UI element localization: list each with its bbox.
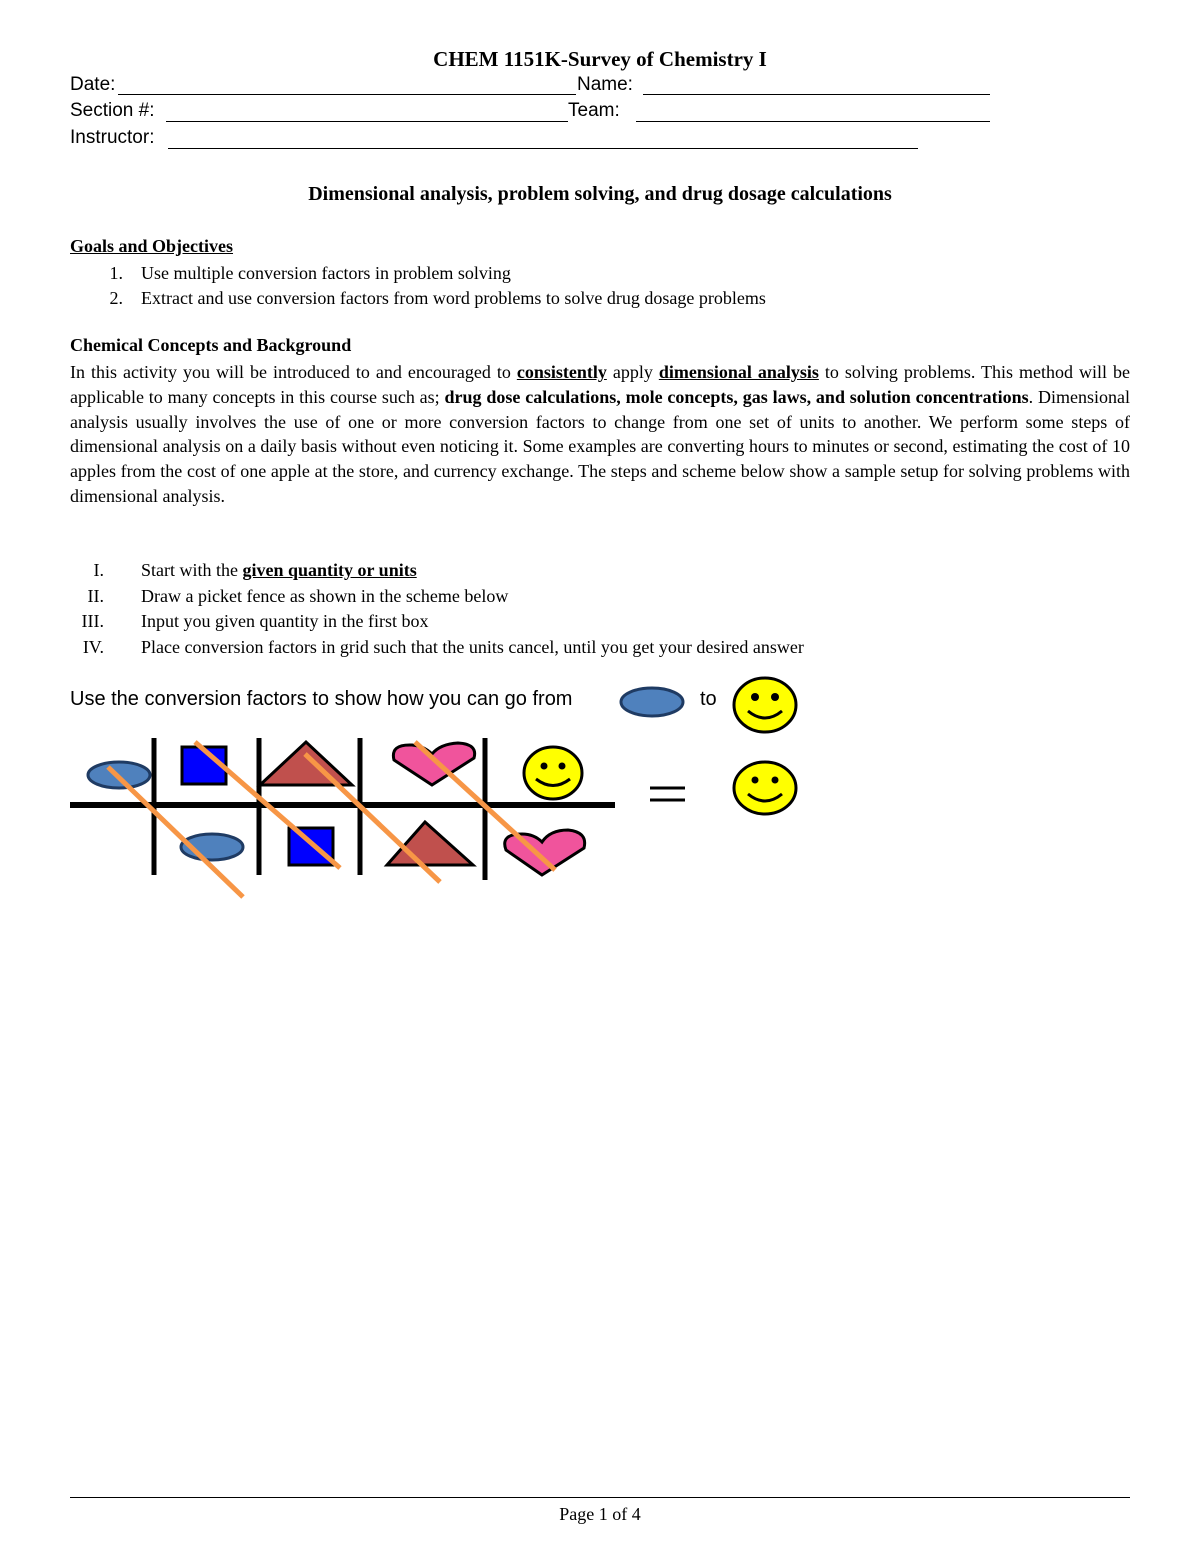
list-item — [70, 635, 1130, 661]
paragraph-text: to solving problems. This method will be applicable to many concepts in this course such as; — [70, 362, 1130, 407]
section-label: Section #: — [70, 100, 155, 121]
emphasis-consistently: consistently — [516, 362, 607, 382]
footer-rule — [70, 1497, 1130, 1498]
date-field[interactable] — [118, 94, 576, 95]
result-smiley-shape — [734, 762, 796, 814]
goals-heading: Goals and Objectives — [70, 236, 234, 256]
course-title: CHEM 1151K-Survey of Chemistry I — [433, 47, 767, 71]
list-number: I. — [93, 560, 104, 580]
smiley-shape — [524, 747, 582, 799]
list-item — [70, 261, 1130, 286]
section-field[interactable] — [166, 121, 568, 122]
emphasis-given-quantity: given quantity or units — [242, 560, 417, 580]
picket-fence-scheme — [60, 730, 820, 905]
list-number: 1. — [109, 263, 123, 283]
name-field[interactable] — [643, 94, 990, 95]
step-text: Start with the — [141, 560, 243, 580]
list-item — [70, 286, 1130, 311]
list-number: III. — [81, 611, 104, 631]
list-text: Draw a picket fence as shown in the scheme below — [141, 585, 509, 606]
instructor-field[interactable] — [168, 148, 918, 149]
instructor-label: Instructor: — [70, 127, 155, 148]
paragraph-text: . Dimensional analysis usually involves the use of one or more conversion factors to change from one set of units to another. We perform some steps of dimensional analysis on a daily basis without even noticing it. Some examples are converting hours to minutes or second, estimating the cost of 10 apples from the cost of one apple at the store, and currency exchange. The steps and scheme below show a sample setup for solving problems with dimensional analysis. — [70, 386, 1130, 506]
cancel-line — [108, 767, 243, 897]
list-item — [70, 558, 1130, 584]
team-label: Team: — [568, 100, 620, 121]
emphasis-concepts: drug dose calculations, mole concepts, gas laws, and solution concentrations — [444, 386, 1029, 407]
emphasis-dimensional-analysis: dimensional analysis — [658, 362, 819, 382]
list-number: 2. — [109, 287, 123, 308]
document-title: Dimensional analysis, problem solving, and drug dosage calculations — [308, 183, 892, 205]
paragraph-text: apply — [606, 362, 659, 382]
steps-list — [70, 558, 1130, 660]
date-label: Date: — [70, 74, 116, 95]
name-label: Name: — [577, 74, 633, 95]
goals-list — [70, 261, 1130, 311]
scheme-prompt-to: to — [700, 688, 717, 710]
list-number: IV. — [82, 636, 104, 657]
page-number: Page 1 of 4 — [559, 1504, 641, 1524]
paragraph-text: In this activity you will be introduced to and encouraged to — [70, 362, 517, 382]
list-item — [70, 609, 1130, 635]
triangle-shape — [260, 742, 352, 785]
background-heading: Chemical Concepts and Background — [70, 335, 352, 355]
scheme-prompt: Use the conversion factors to show how you can go from — [70, 688, 573, 710]
heart-shape — [393, 743, 474, 785]
list-number: II. — [87, 585, 104, 606]
background-paragraph — [70, 360, 1130, 509]
prompt-oval-icon — [617, 684, 687, 720]
list-text: Extract and use conversion factors from word problems to solve drug dosage problems — [141, 287, 766, 308]
team-field[interactable] — [636, 121, 990, 122]
list-text: Use multiple conversion factors in problem solving — [141, 263, 511, 283]
list-text: Place conversion factors in grid such that the units cancel, until you get your desired answer — [141, 636, 804, 657]
list-text — [141, 558, 417, 584]
prompt-smiley-icon — [731, 675, 799, 735]
list-text: Input you given quantity in the first box — [141, 611, 429, 631]
list-item — [70, 584, 1130, 610]
